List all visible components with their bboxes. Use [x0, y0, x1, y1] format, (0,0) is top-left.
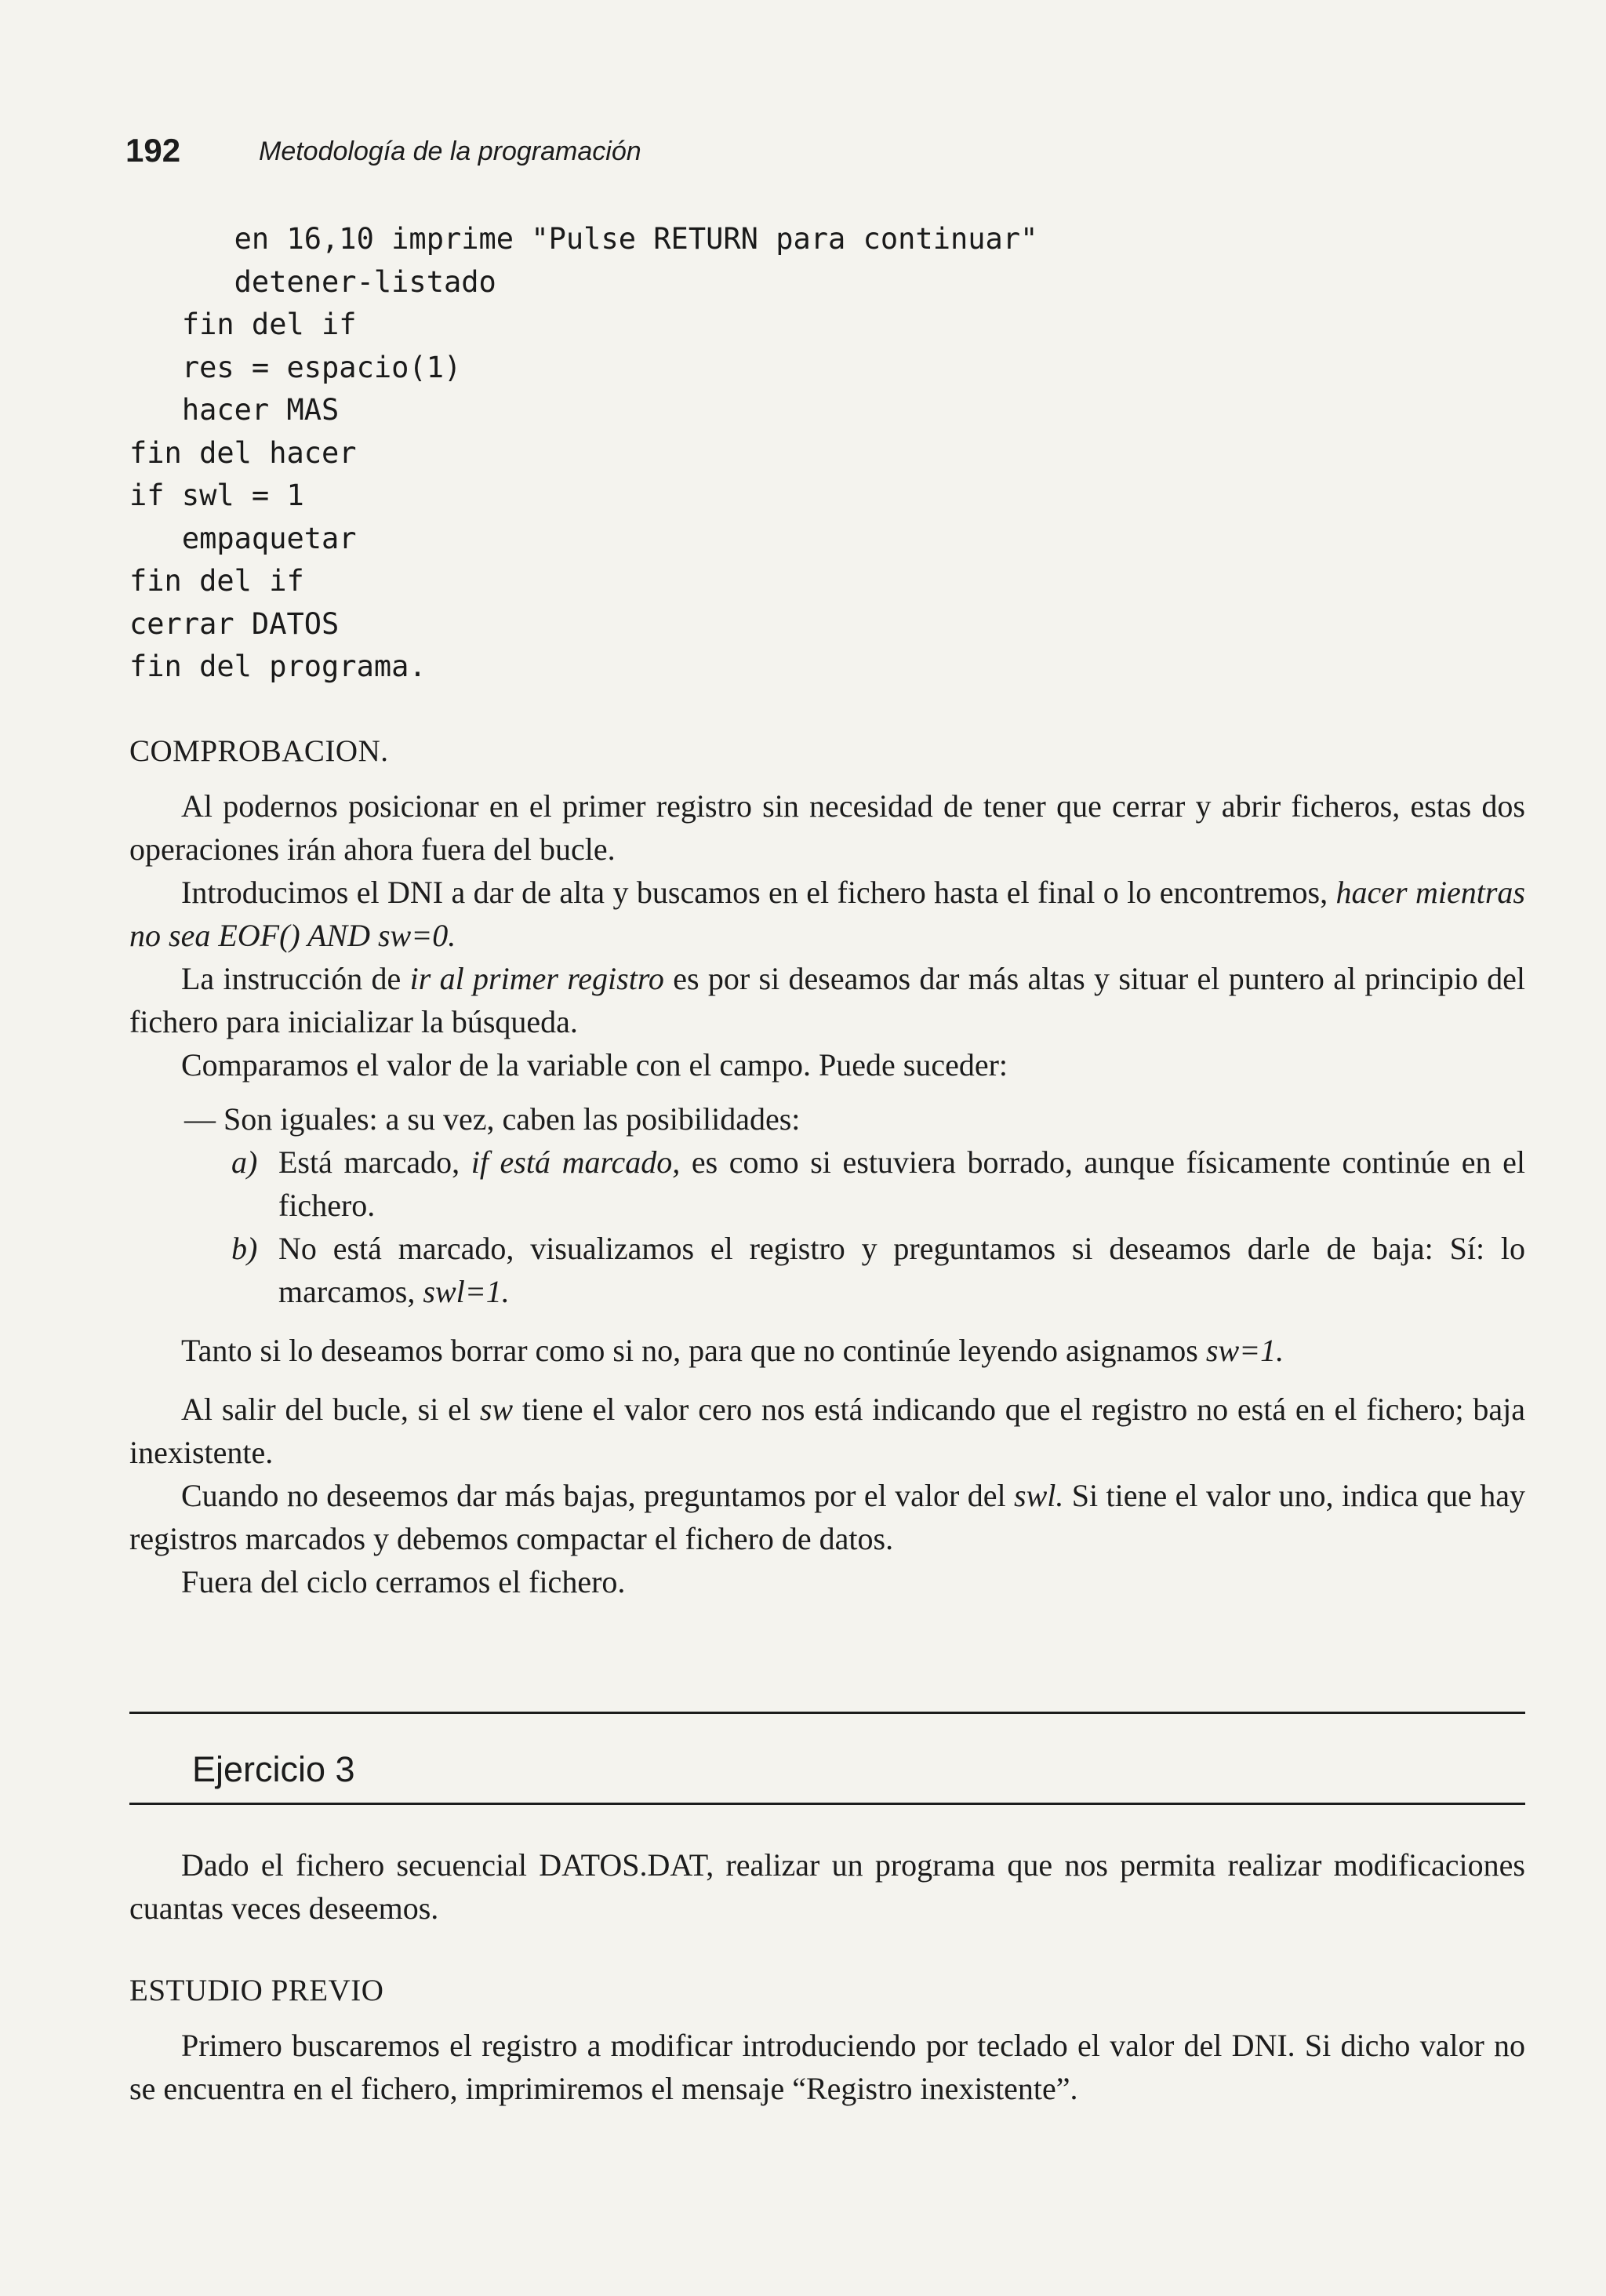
emphasis: if está marcado,: [471, 1144, 681, 1180]
sub-item-b: [129, 1227, 1525, 1313]
code-line: fin del hacer: [129, 435, 357, 470]
top-rule: [129, 1712, 1525, 1714]
sub-item-text: Está marcado,: [278, 1144, 471, 1180]
code-line: hacer MAS: [129, 393, 340, 427]
paragraph-text: Cuando no deseemos dar más bajas, preguntamos por el valor del: [181, 1478, 1014, 1513]
paragraph: [129, 784, 1525, 871]
paragraph: [129, 1560, 1525, 1603]
code-line: en 16,10 imprime "Pulse RETURN para continuar": [129, 222, 1038, 256]
paragraph-text: Introducimos el DNI a dar de alta y buscamos en el fichero hasta el final o lo encontremos,: [181, 875, 1336, 910]
paragraph: [129, 1329, 1525, 1372]
bottom-rule: [129, 1803, 1525, 1805]
dash-item-text: — Son iguales: a su vez, caben las posibilidades:: [184, 1101, 801, 1137]
paragraph-text: Dado el fichero secuencial DATOS.DAT, realizar un programa que nos permita realizar modificaciones cuantas veces deseemos.: [129, 1847, 1525, 1926]
code-line: if swl = 1: [129, 478, 304, 512]
running-title: Metodología de la programación: [259, 136, 641, 166]
exercise-statement: [129, 1843, 1525, 1930]
code-line: empaquetar: [129, 521, 357, 555]
paragraph-text: Fuera del ciclo cerramos el fichero.: [181, 1564, 626, 1599]
page-number: 192: [125, 132, 181, 169]
sub-item-text: es como si estuviera borrado, aunque físicamente continúe en el fichero.: [278, 1144, 1526, 1223]
exercise-title: Ejercicio 3: [192, 1749, 355, 1789]
comprobacion-heading: COMPROBACION.: [129, 734, 389, 768]
code-listing: [129, 218, 1037, 689]
emphasis: sw=1.: [1205, 1333, 1284, 1368]
paragraph-text: es por si deseamos dar más altas y situar el puntero al principio del fichero para inicializar la búsqueda.: [129, 961, 1525, 1039]
estudio-heading: ESTUDIO PREVIO: [129, 1974, 384, 2007]
code-line: cerrar DATOS: [129, 606, 340, 641]
paragraph: [129, 1474, 1525, 1560]
paragraph: [129, 1388, 1525, 1474]
comprobacion-body: [129, 784, 1525, 1603]
code-line: res = espacio(1): [129, 350, 462, 384]
code-line: fin del if: [129, 564, 304, 598]
paragraph: [129, 2024, 1525, 2110]
paragraph-text: Primero buscaremos el registro a modificar introduciendo por teclado el valor del DNI. Si dicho valor no se encuentra en el fichero, imprimiremos el mensaje “Registro inexistente”.: [129, 2028, 1525, 2106]
paragraph: [129, 1843, 1525, 1930]
emphasis: hacer mientras no sea EOF() AND sw=0.: [129, 875, 1526, 953]
code-line: fin del programa.: [129, 650, 427, 683]
paragraph: [129, 957, 1525, 1043]
emphasis: swl.: [1014, 1478, 1064, 1513]
code-line: detener-listado: [129, 264, 496, 299]
paragraph-text: tiene el valor cero nos está indicando que el registro no está en el fichero; baja inexistente.: [129, 1392, 1526, 1470]
sub-item-label: b): [231, 1231, 258, 1266]
paragraph-text: Tanto si lo deseamos borrar como si no, para que no continúe leyendo asignamos: [181, 1333, 1206, 1368]
estudio-body: [129, 2024, 1525, 2110]
emphasis: sw: [479, 1392, 514, 1427]
sub-item-a: [129, 1141, 1525, 1227]
paragraph-text: La instrucción de: [181, 961, 410, 996]
emphasis: swl=1.: [423, 1274, 510, 1309]
paragraph: [129, 871, 1525, 957]
sub-item-text: No está marcado, visualizamos el registro y preguntamos si deseamos darle de baja: Sí: lo marcamos,: [278, 1231, 1525, 1309]
paragraph-text: Al salir del bucle, si el: [181, 1392, 480, 1427]
paragraph-text: Si tiene el valor uno, indica que hay registros marcados y debemos compactar el fichero de datos.: [129, 1478, 1526, 1556]
sub-item-label: a): [231, 1144, 258, 1180]
paragraph: [129, 1043, 1525, 1086]
dash-item: [129, 1097, 1525, 1141]
paragraph-text: Al podernos posicionar en el primer registro sin necesidad de tener que cerrar y abrir ficheros, estas dos operaciones irán ahora fuera del bucle.: [129, 788, 1525, 867]
code-line: fin del if: [129, 307, 357, 341]
emphasis: ir al primer registro: [409, 961, 664, 996]
paragraph-text: Comparamos el valor de la variable con el campo. Puede suceder:: [181, 1047, 1008, 1083]
